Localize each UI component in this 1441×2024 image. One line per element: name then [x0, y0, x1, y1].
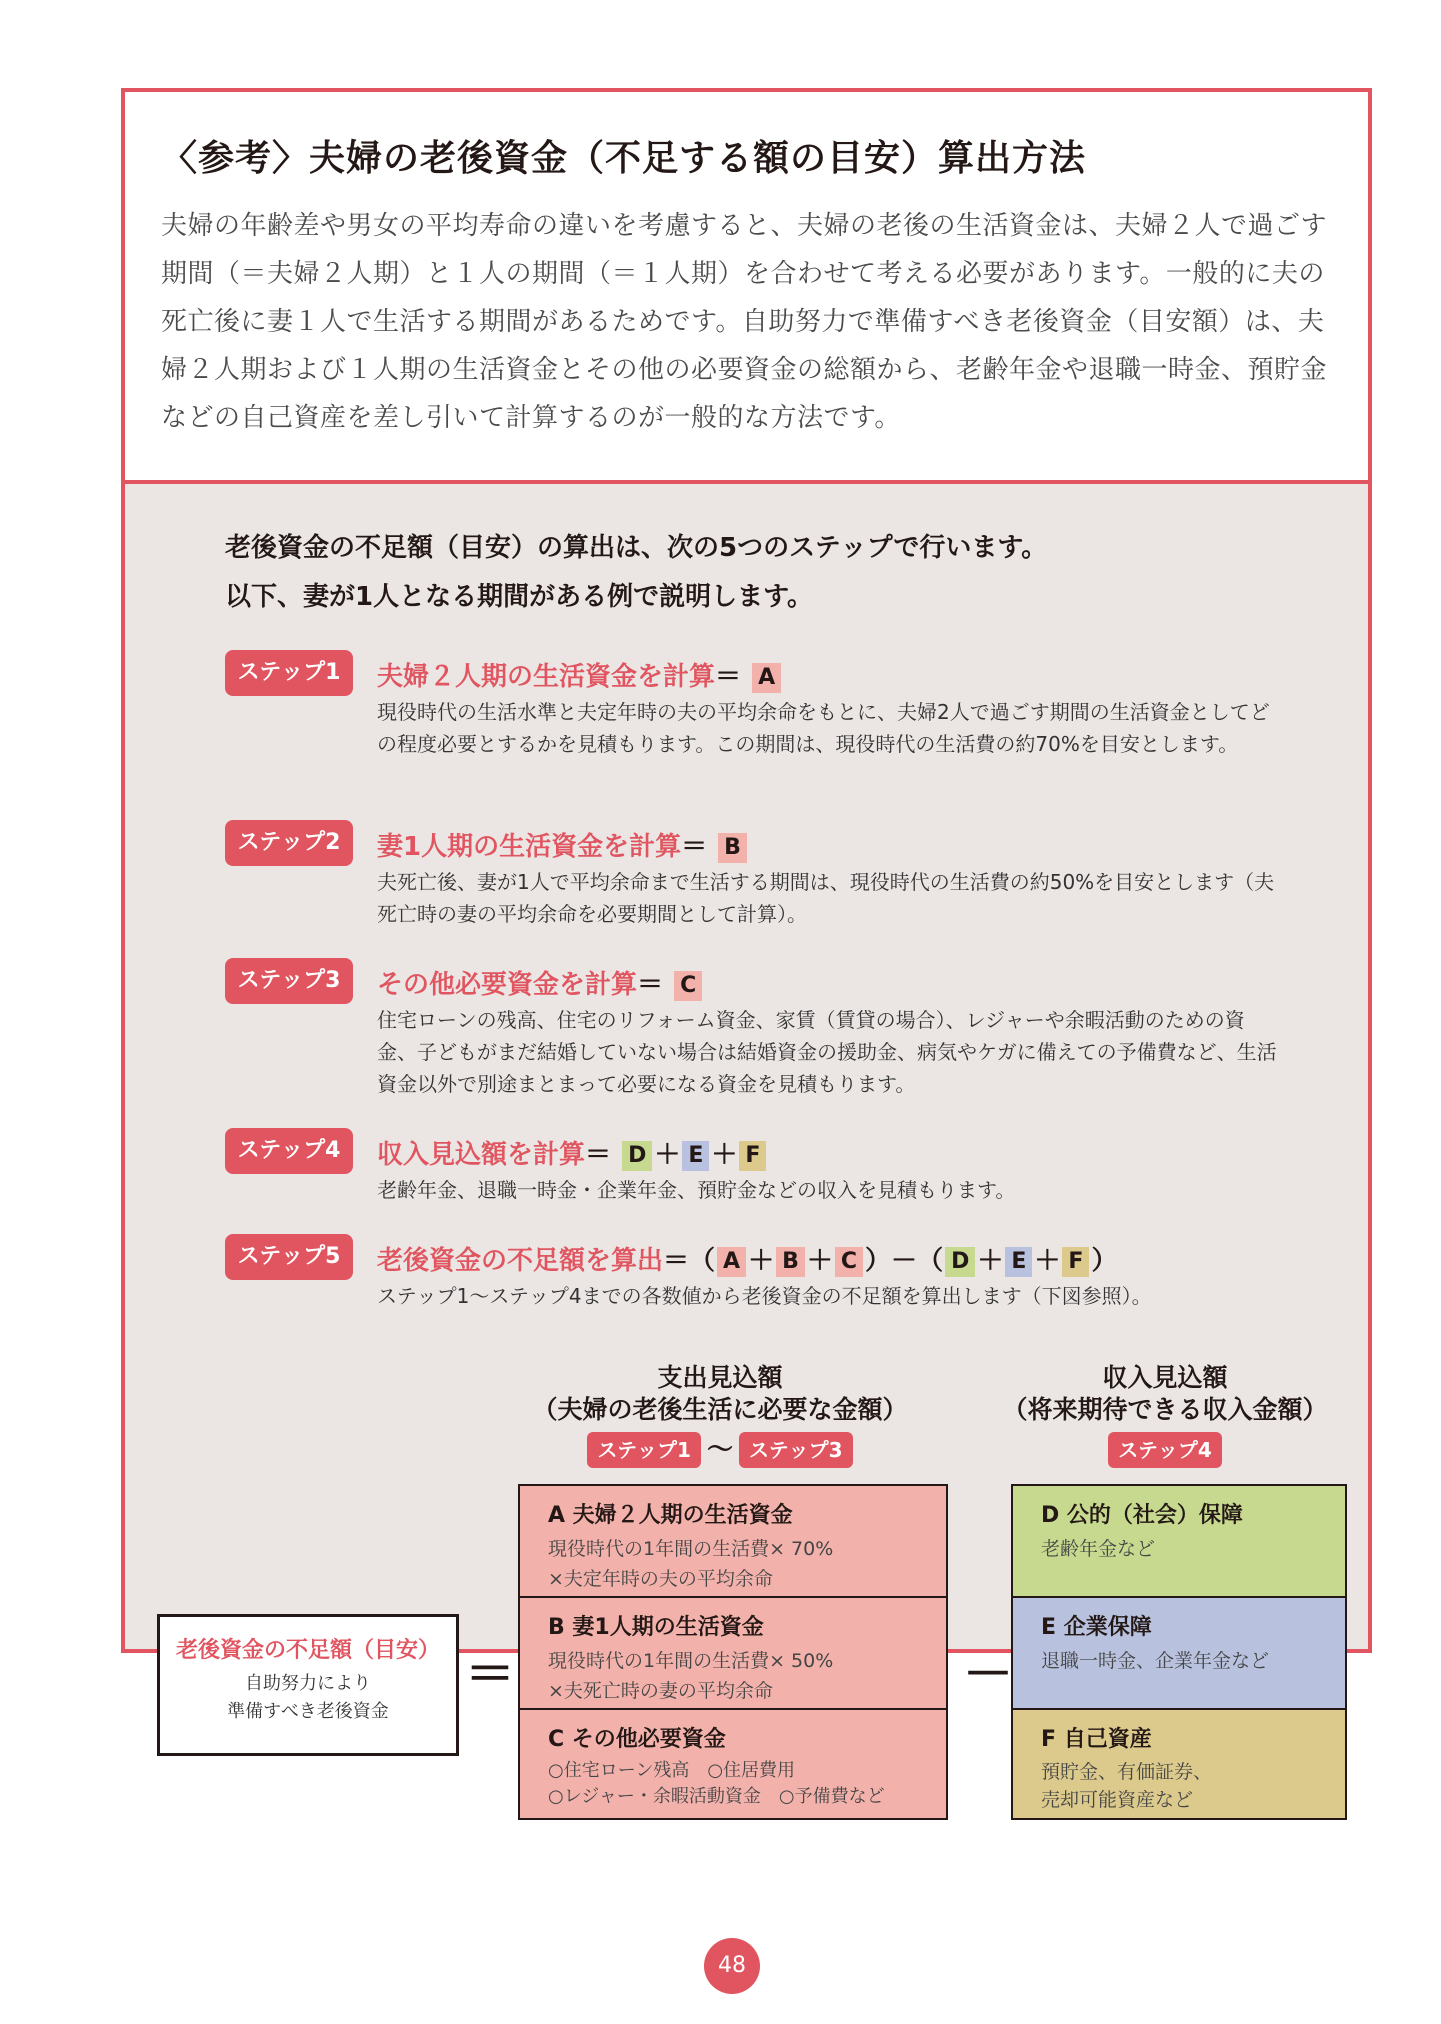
expense-heading: 支出見込額 （夫婦の老後生活に必要な金額） ステップ1 ～ ステップ3	[505, 1362, 935, 1468]
step-2-title: 妻1人期の生活資金を計算＝ B	[377, 826, 749, 863]
cell-e: E 企業保障 退職一時金、企業年金など	[1013, 1598, 1345, 1710]
step-3-badge: ステップ3	[225, 958, 353, 1004]
step-5-desc: ステップ1～ステップ4までの各数値から老後資金の不足額を算出します（下図参照）。	[377, 1284, 1152, 1308]
cell-a: A 夫婦２人期の生活資金 現役時代の1年間の生活費× 70% ×夫定年時の夫の平均余命	[520, 1486, 946, 1598]
cell-b: B 妻1人期の生活資金 現役時代の1年間の生活費× 50% ×夫死亡時の妻の平均余命	[520, 1598, 946, 1710]
expense-box	[518, 1484, 948, 1820]
lead-line-2: 以下、妻が1人となる期間がある例で説明します。	[225, 582, 814, 612]
step-5-title: 老後資金の不足額を算出＝（ A ＋ B ＋ C ）－（ D ＋ E ＋ F ）	[377, 1246, 1118, 1276]
tag-b: B	[718, 833, 747, 863]
step-1-desc: 現役時代の生活水準と夫定年時の夫の平均余命をもとに、夫婦2人で過ごす期間の生活資金としてどの程度必要とするかを見積もります。この期間は、現役時代の生活費の約70%を目安とします。	[377, 700, 1270, 756]
step-4-title: 収入見込額を計算＝ D ＋ E ＋ F	[377, 1134, 768, 1171]
lead-line-1: 老後資金の不足額（目安）の算出は、次の5つのステップで行います。	[225, 533, 1048, 563]
cell-f: F 自己資産 預貯金、有価証券、 売却可能資産など	[1013, 1710, 1345, 1818]
step-2-desc: 夫死亡後、妻が1人で平均余命まで生活する期間は、現役時代の生活費の約50%を目安とします（夫死亡時の妻の平均余命を必要期間として計算）。	[377, 870, 1275, 926]
step-1-title: 夫婦２人期の生活資金を計算＝ A	[377, 656, 783, 693]
tag-a: A	[752, 663, 781, 693]
expense-step-1-badge: ステップ1	[587, 1432, 701, 1468]
page-title: 〈参考〉夫婦の老後資金（不足する額の目安）算出方法	[161, 138, 1087, 179]
expense-step-3-badge: ステップ3	[739, 1432, 853, 1468]
cell-c: C その他必要資金 ○住宅ローン残高 ○住居費用 ○レジャー・余暇活動資金 ○予備費など	[520, 1710, 946, 1818]
step-1-badge: ステップ1	[225, 650, 353, 696]
income-heading: 収入見込額 （将来期待できる収入金額） ステップ4	[995, 1362, 1335, 1468]
shortfall-box: 老後資金の不足額（目安） 自助努力により 準備すべき老後資金	[157, 1614, 459, 1756]
minus-sign: －	[963, 1645, 1013, 1703]
steps-panel	[125, 484, 1368, 1811]
step-4-badge: ステップ4	[225, 1128, 353, 1174]
income-step-4-badge: ステップ4	[1108, 1432, 1222, 1468]
reference-frame	[121, 88, 1372, 1811]
income-box	[1011, 1484, 1347, 1820]
equals-sign: ＝	[465, 1645, 515, 1703]
step-4-desc: 老齢年金、退職一時金・企業年金、預貯金などの収入を見積もります。	[377, 1178, 1016, 1202]
step-2-badge: ステップ2	[225, 820, 353, 866]
step-3-desc: 住宅ローンの残高、住宅のリフォーム資金、家賃（賃貸の場合）、レジャーや余暇活動のための資金、子どもがまだ結婚していない場合は結婚資金の援助金、病気やケガに備えての予備費など、生活資金以外で別途まとまって必要になる資金を見積もります。	[377, 1008, 1277, 1096]
intro-section	[125, 92, 1368, 484]
cell-d: D 公的（社会）保障 老齢年金など	[1013, 1486, 1345, 1598]
page-number: 48	[704, 1938, 760, 1994]
step-3-title: その他必要資金を計算＝ C	[377, 964, 704, 1001]
intro-text: 夫婦の年齢差や男女の平均寿命の違いを考慮すると、夫婦の老後の生活資金は、夫婦２人で過ごす期間（＝夫婦２人期）と１人の期間（＝１人期）を合わせて考える必要があります。一般的に夫の死亡後に妻１人で生活する期間があるためです。自助努力で準備すべき老後資金（目安額）は、夫婦２人期および１人期の生活資金とその他の必要資金の総額から、老齢年金や退職一時金、預貯金などの自己資産を差し引いて計算するのが一般的な方法です。	[161, 211, 1328, 433]
step-5-badge: ステップ5	[225, 1234, 353, 1280]
tag-c: C	[674, 971, 702, 1001]
lead-text	[225, 524, 1047, 622]
